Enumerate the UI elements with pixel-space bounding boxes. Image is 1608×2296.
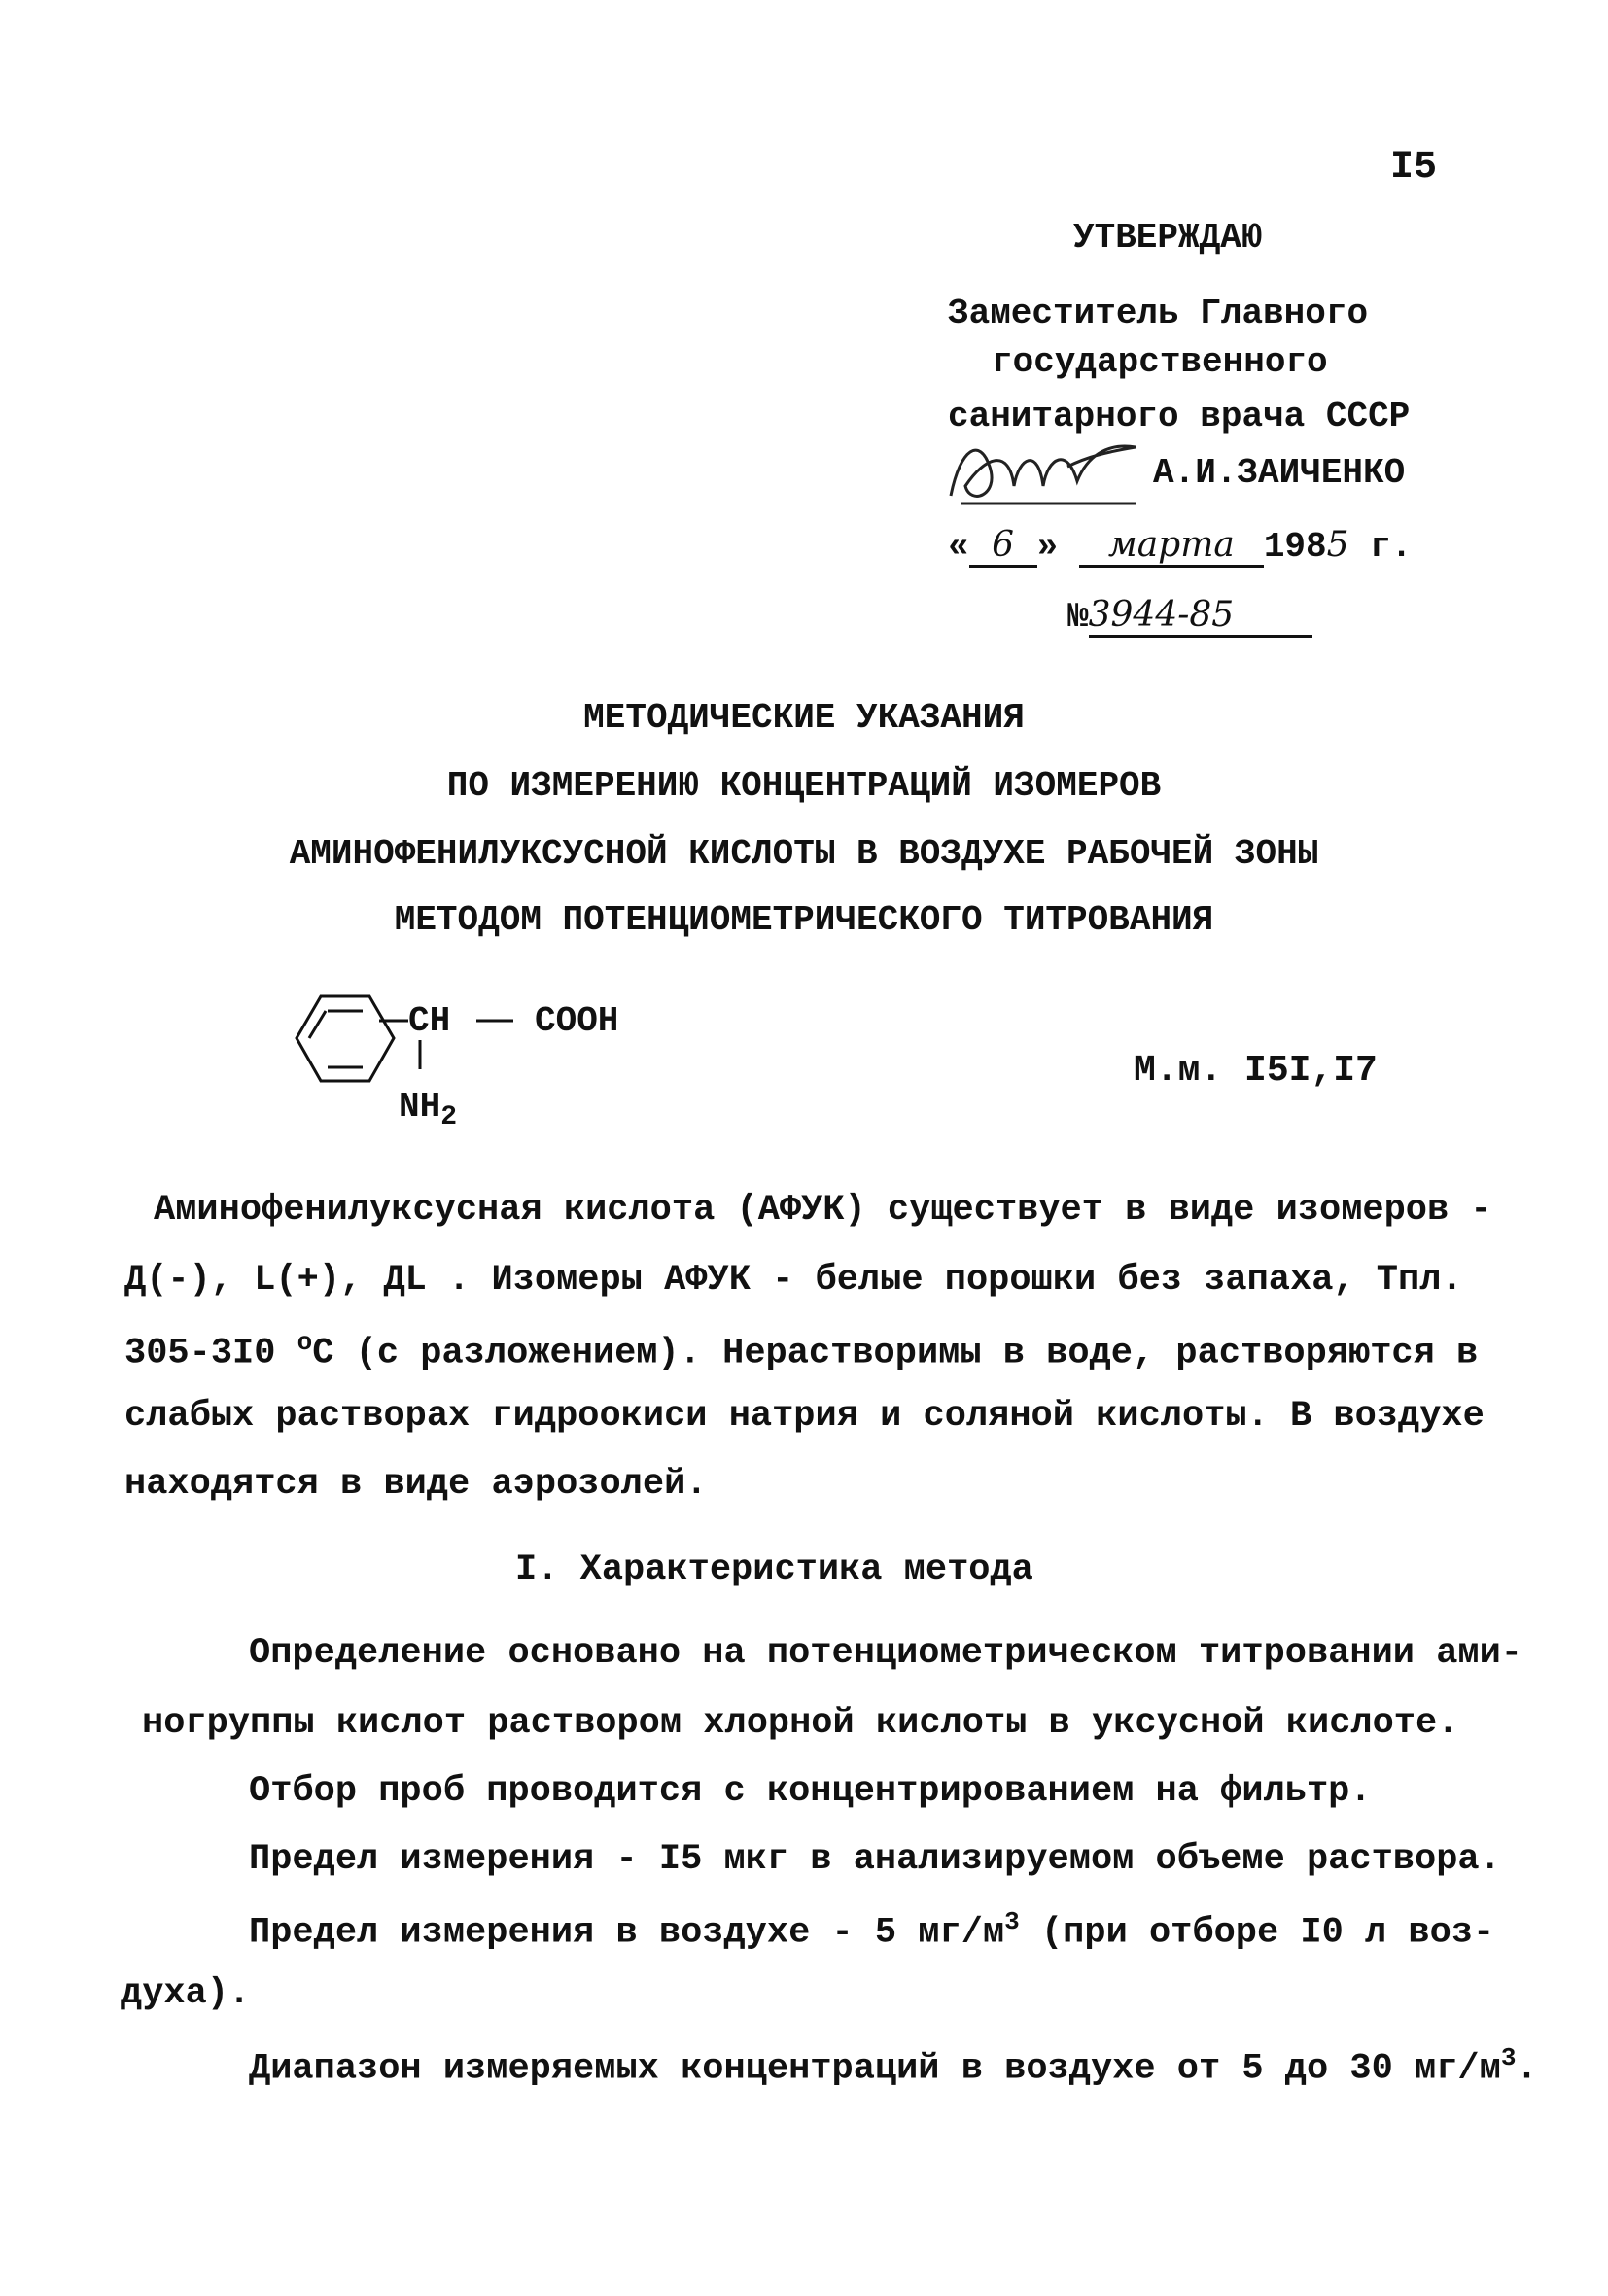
formula-nh2 (399, 1087, 457, 1132)
section-1-p5 (249, 2043, 1538, 2089)
approval-heading: УТВЕРЖДАЮ (1073, 218, 1263, 258)
title-line-3: АМИНОФЕНИЛУКСУСНОЙ КИСЛОТЫ В ВОЗДУХЕ РАБОЧЕЙ ЗОНЫ (289, 834, 1319, 874)
date-day: 6 (969, 525, 1037, 568)
section-1-p1-line-2: ногруппы кислот раствором хлорной кислоты в уксусной кислоте. (142, 1703, 1459, 1744)
title-line-1: МЕТОДИЧЕСКИЕ УКАЗАНИЯ (583, 698, 1025, 738)
p5-part-a: Диапазон измеряемых концентраций в воздухе от 5 до 30 мг/м (249, 2048, 1501, 2090)
approval-position-line-2: государственного (992, 342, 1328, 382)
signature-icon (941, 428, 1184, 515)
intro-line-3 (124, 1328, 1478, 1374)
molar-mass: М.м. I5I,I7 (1134, 1050, 1378, 1092)
date-year-suffix: 5 (1326, 525, 1349, 565)
title-line-2: ПО ИЗМЕРЕНИЮ КОНЦЕНТРАЦИЙ ИЗОМЕРОВ (446, 766, 1162, 806)
date-suffix: г. (1370, 527, 1413, 567)
intro-line-3-part-b: С (с разложением). Нерастворимы в воде, растворяются в (312, 1333, 1479, 1374)
formula-nh: NH (399, 1087, 441, 1127)
section-1-p4-line-1 (249, 1907, 1494, 1953)
number-prefix: № (1067, 597, 1089, 637)
approver-name: А.И.ЗАИЧЕНКО (1153, 453, 1406, 493)
formula-cooh: COOH (535, 1001, 619, 1041)
p4-part-a: Предел измерения в воздухе - 5 мг/м (249, 1912, 1005, 1954)
p5-superscript: 3 (1500, 2043, 1517, 2072)
formula-ch: CH (408, 1001, 451, 1041)
approval-position-line-1: Заместитель Главного (948, 294, 1369, 333)
p5-part-b: . (1516, 2048, 1538, 2090)
approval-date: « 6 » марта 1985 г. (948, 525, 1413, 567)
section-1-p3: Предел измерения - I5 мкг в анализируемом объеме раствора. (249, 1839, 1501, 1880)
p4-superscript: 3 (1004, 1907, 1020, 1936)
section-1-p1-line-1: Определение основано на потенциометрическом титровании ами- (249, 1633, 1523, 1674)
intro-line-5: находятся в виде аэрозолей. (124, 1464, 708, 1505)
p4-part-b: (при отборе I0 л воз- (1019, 1912, 1495, 1954)
formula-nh-subscript: 2 (440, 1102, 458, 1133)
section-1-p2: Отбор проб проводится с концентрированием на фильтр. (249, 1771, 1372, 1812)
degree-mark: о (297, 1328, 313, 1357)
intro-line-2: Д(-), L(+), ДL . Изомеры АФУК - белые порошки без запаха, Тпл. (124, 1260, 1463, 1301)
date-year-prefix: 198 (1263, 527, 1327, 567)
intro-line-4: слабых растворах гидроокиси натрия и соляной кислоты. В воздухе (124, 1396, 1485, 1437)
date-month: марта (1079, 525, 1264, 568)
document-number: 3944-85 (1089, 595, 1312, 638)
approval-position-line-3: санитарного врача СССР (948, 397, 1411, 436)
page-number: I5 (1390, 146, 1438, 190)
intro-line-1: Аминофенилуксусная кислота (АФУК) существует в виде изомеров - (154, 1190, 1492, 1231)
title-line-4: МЕТОДОМ ПОТЕНЦИОМЕТРИЧЕСКОГО ТИТРОВАНИЯ (394, 900, 1214, 940)
section-1-p4-line-2: духа). (121, 1973, 251, 2014)
section-1-heading: I. Характеристика метода (515, 1549, 1033, 1590)
approval-number (1067, 595, 1312, 638)
intro-line-3-part-a: 305-3I0 (124, 1333, 297, 1374)
